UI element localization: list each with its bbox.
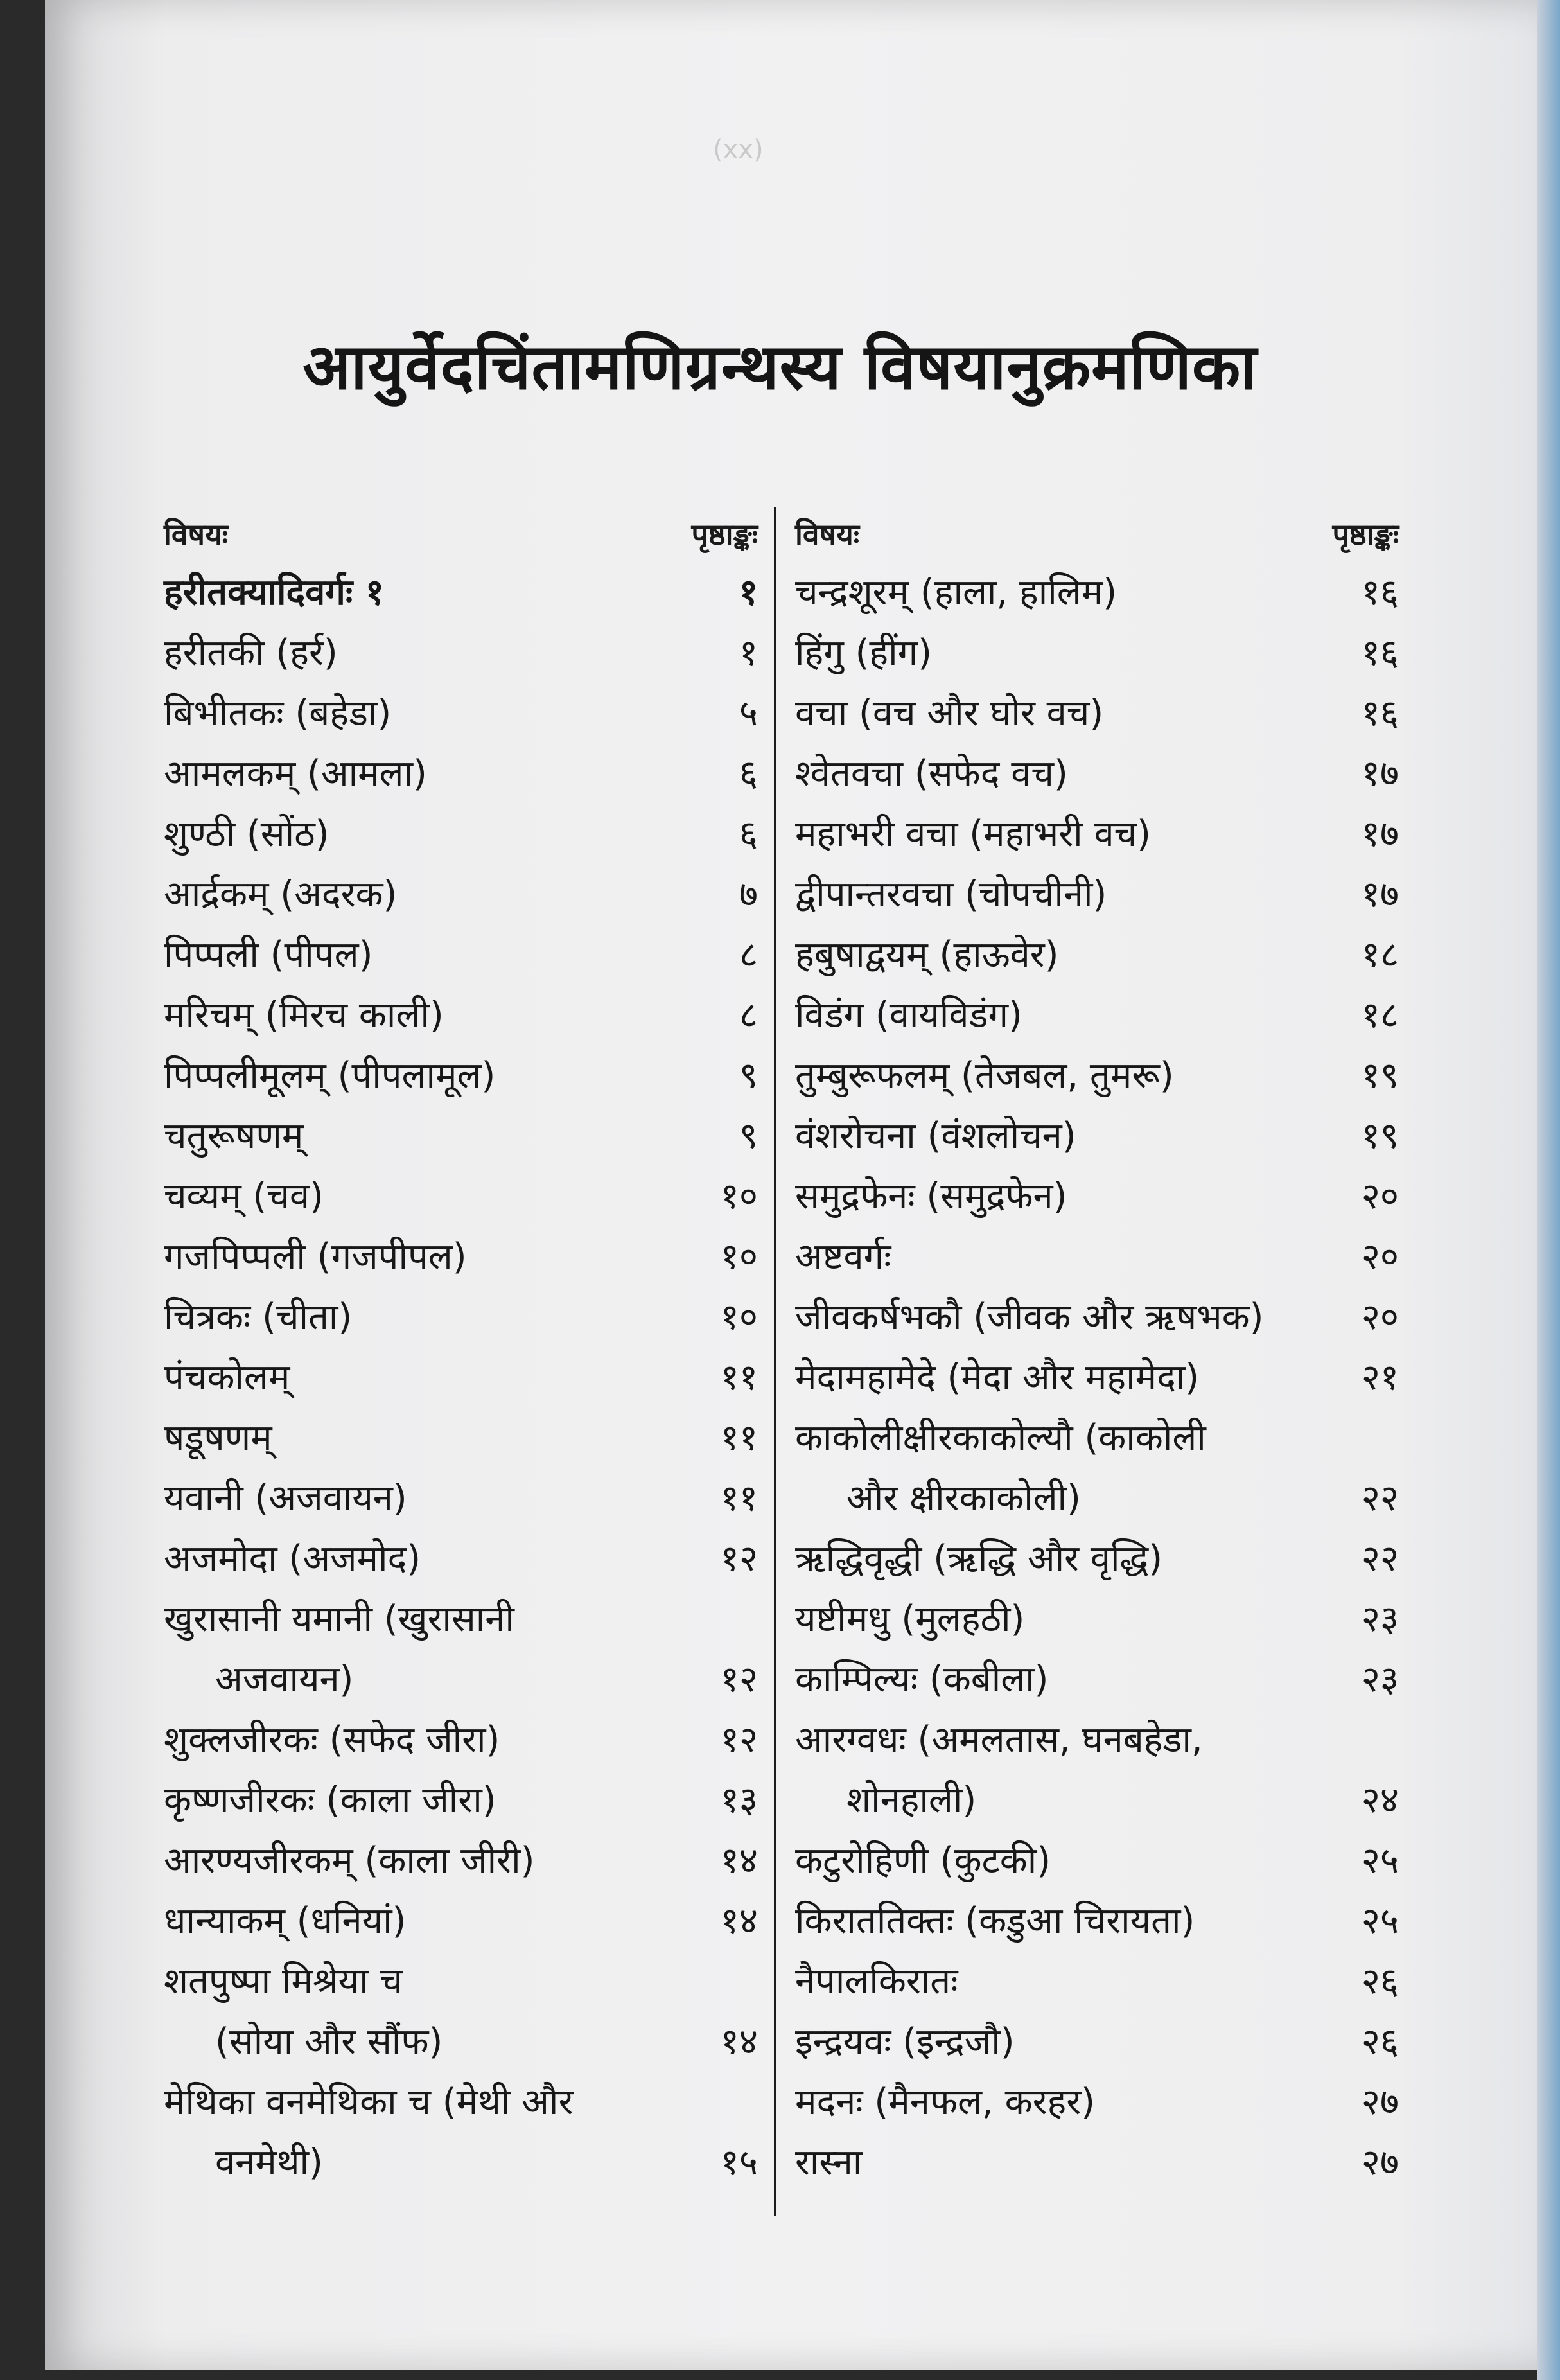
entry-title [164,1952,687,2072]
entry-title [795,1287,1328,1348]
entry-page-number: २५ [1361,1900,1399,1942]
entry-page-number: १२ [720,1719,758,1761]
entry-title-line: पिप्पली (पीपल) [164,934,373,976]
page-header: पृष्ठाङ्कः [1332,517,1399,552]
entry-title-line: रास्ना [795,2142,863,2183]
entry-title [795,683,1328,744]
entry-title [795,2133,1328,2193]
index-entry [164,1227,758,1287]
entry-title [795,1891,1328,1952]
entry-title-continuation: और क्षीरकाकोली) [846,1477,1081,1519]
entry-title-continuation: अजवायन) [215,1659,354,1700]
entry-title [795,1589,1328,1650]
entry-page-number: १० [720,1296,758,1338]
entry-title [164,1046,687,1106]
index-entry [164,563,758,623]
index-entry [795,1227,1399,1287]
entry-title-continuation: (सोया और सौंफ) [215,2021,443,2063]
entry-title-line: यष्टीमधु (मुलहठी) [795,1598,1025,1640]
index-entry [164,1167,758,1227]
entry-title-line: विडंग (वायविडंग) [795,994,1022,1036]
entry-page-number: १२ [720,1538,758,1580]
entry-page-number: ९ [739,1115,758,1157]
entry-page-number: २३ [1361,1659,1399,1700]
entry-page-number: १५ [720,2142,758,2183]
entry-title-line: हिंगु (हींग) [795,632,933,674]
entry-page-number: २६ [1361,2021,1399,2063]
index-entry [164,804,758,865]
entry-page-number: १४ [720,1840,758,1882]
entry-title [164,1348,687,1408]
index-entry [795,1650,1399,1710]
index-entry [164,623,758,683]
index-entry [795,2012,1399,2072]
subject-header: विषयः [795,517,860,552]
index-entry [795,563,1399,623]
entry-title [795,2012,1328,2072]
entry-title [795,804,1328,865]
entry-title [164,1891,687,1952]
entry-title-line: आर्द्रकम् (अदरक) [164,874,398,915]
entry-page-number: २२ [1361,1538,1399,1580]
index-entry [795,2072,1399,2133]
entry-page-number: २० [1361,1296,1399,1338]
index-entry [164,683,758,744]
index-entry [164,1287,758,1348]
entry-title-line: काकोलीक्षीरकाकोल्यौ (काकोली [795,1417,1206,1459]
entry-title-line: आरण्यजीरकम् (काला जीरी) [164,1840,535,1882]
entry-title-line: खुरासानी यमानी (खुरासानी [164,1598,514,1640]
entry-title-line: शुण्ठी (सोंठ) [164,813,329,855]
entry-title-line: वंशरोचना (वंशलोचन) [795,1115,1076,1157]
index-entry [795,1348,1399,1408]
entry-page-number: १८ [1361,934,1399,976]
entry-title-line: तुम्बुरूफलम् (तेजबल, तुमरू) [795,1055,1174,1097]
entry-page-number: ६ [739,813,758,855]
index-entry [795,985,1399,1046]
entry-title-line: पंचकोलम् [164,1357,290,1398]
entry-page-number: १८ [1361,994,1399,1036]
entry-title [164,1227,687,1287]
entry-title-line: बिभीतकः (बहेडा) [164,692,392,734]
entry-page-number: १ [739,632,758,674]
entry-title-line: शुक्लजीरकः (सफेद जीरा) [164,1719,500,1761]
entry-title [795,925,1328,985]
index-entry [795,1952,1399,2012]
entry-page-number: २६ [1361,1961,1399,2002]
entry-title [164,683,687,744]
entry-title-line: चतुरूषणम् [164,1115,304,1157]
subject-header: विषयः [164,517,229,552]
entry-title [164,985,687,1046]
entry-page-number: १७ [1361,813,1399,855]
entry-page-number: १९ [1361,1115,1399,1157]
entry-title-line: आमलकम् (आमला) [164,753,427,795]
entry-title [164,744,687,804]
index-entry [795,804,1399,865]
index-entry [164,1468,758,1529]
entry-page-number: २० [1361,1236,1399,1278]
entry-title [795,1046,1328,1106]
entry-title [164,1106,687,1167]
entry-title-line: हरीतक्यादिवर्गः १ [164,572,384,613]
index-list-left [164,563,758,2193]
entry-title-continuation: शोनहाली) [846,1779,977,1821]
entry-title-line: मरिचम् (मिरच काली) [164,994,444,1036]
index-entry [164,1106,758,1167]
index-entry [795,1167,1399,1227]
page-header: पृष्ठाङ्कः [691,517,758,552]
entry-title-line: श्वेतवचा (सफेद वच) [795,753,1068,795]
entry-page-number: १३ [720,1779,758,1821]
index-entry [164,1046,758,1106]
entry-title [164,1408,687,1468]
entry-page-number: १६ [1361,572,1399,613]
index-entry [795,1106,1399,1167]
index-entry [795,623,1399,683]
entry-page-number: २७ [1361,2142,1399,2183]
entry-page-number: १७ [1361,753,1399,795]
entry-title [164,865,687,925]
entry-title-line: धान्याकम् (धनियां) [164,1900,407,1942]
entry-title [795,1650,1328,1710]
entry-title [164,925,687,985]
entry-page-number: २४ [1361,1779,1399,1821]
entry-title-line: मेथिका वनमेथिका च (मेथी और [164,2081,574,2123]
entry-title [795,1106,1328,1167]
entry-page-number: ९ [739,1055,758,1097]
entry-title [795,1831,1328,1891]
entry-title [795,1529,1328,1589]
entry-title-line: नैपालकिरातः [795,1961,958,2002]
entry-title [164,563,687,623]
index-entry [164,1348,758,1408]
entry-title-line: काम्पिल्यः (कबीला) [795,1659,1049,1700]
index-entry [795,1408,1399,1529]
index-entry [795,1287,1399,1348]
index-entry [795,925,1399,985]
entry-title-line: ऋद्धिवृद्धी (ऋद्धि और वृद्धि) [795,1538,1163,1580]
entry-page-number: २३ [1361,1598,1399,1640]
entry-page-number: १६ [1361,632,1399,674]
entry-page-number: १२ [720,1659,758,1700]
entry-title-line: गजपिप्पली (गजपीपल) [164,1236,467,1278]
index-entry [164,1408,758,1468]
entry-page-number: १६ [1361,692,1399,734]
index-entry [164,1891,758,1952]
entry-page-number: २० [1361,1176,1399,1217]
entry-title-line: कृष्णजीरकः (काला जीरा) [164,1779,496,1821]
entry-title [795,865,1328,925]
entry-title-line: किराततिक्तः (कडुआ चिरायता) [795,1900,1195,1942]
entry-title-line: मेदामहामेदे (मेदा और महामेदा) [795,1357,1200,1398]
entry-title [795,2072,1328,2133]
entry-title-line: मदनः (मैनफल, करहर) [795,2081,1095,2123]
entry-title [795,985,1328,1046]
entry-title-line: अजमोदा (अजमोद) [164,1538,421,1580]
entry-page-number: १ [739,572,758,613]
entry-title [164,1831,687,1891]
entry-page-number: २७ [1361,2081,1399,2123]
column-header [795,514,1399,559]
entry-page-number: ११ [720,1477,758,1519]
entry-page-number: १४ [720,1900,758,1942]
entry-page-number: ८ [739,994,758,1036]
entry-title [795,1348,1328,1408]
index-entry [795,2133,1399,2193]
index-entry [795,1710,1399,1831]
entry-title [795,1167,1328,1227]
page-marker: (xx) [713,135,764,164]
entry-title [164,1468,687,1529]
index-entry [164,925,758,985]
entry-title-line: द्वीपान्तरवचा (चोपचीनी) [795,874,1107,915]
entry-title [795,623,1328,683]
entry-title-line: षडूषणम् [164,1417,272,1459]
entry-title [795,1710,1328,1831]
index-entry [795,865,1399,925]
entry-title [164,1167,687,1227]
entry-title-line: महाभरी वचा (महाभरी वच) [795,813,1152,855]
entry-title-line: आरग्वधः (अमलतास, घनबहेडा, [795,1719,1203,1761]
entry-title-line: इन्द्रयवः (इन्द्रजौ) [795,2021,1015,2063]
entry-title [164,804,687,865]
entry-title-line: कटुरोहिणी (कुटकी) [795,1840,1051,1882]
entry-page-number: ५ [739,692,758,734]
index-entry [164,1831,758,1891]
entry-title [164,1589,687,1710]
entry-title [795,1952,1328,2012]
index-entry [795,1529,1399,1589]
index-entry [164,865,758,925]
entry-title-line: हबुषाद्वयम् (हाऊवेर) [795,934,1059,976]
entry-title [795,1227,1328,1287]
entry-title-line: अष्टवर्गः [795,1236,891,1278]
column-header [164,514,758,559]
index-entry [795,683,1399,744]
index-entry [164,1952,758,2072]
entry-title [795,563,1328,623]
index-entry [795,1891,1399,1952]
index-entry [164,985,758,1046]
entry-page-number: ११ [720,1357,758,1398]
entry-page-number: १९ [1361,1055,1399,1097]
column-divider [774,507,776,2216]
entry-title-line: चव्यम् (चव) [164,1176,324,1217]
entry-title [795,744,1328,804]
entry-page-number: २२ [1361,1477,1399,1519]
index-list-right [795,563,1399,2193]
entry-title [164,1287,687,1348]
index-entry [164,1770,758,1831]
index-entry [795,1831,1399,1891]
entry-title [164,2072,687,2193]
index-entry [164,744,758,804]
entry-page-number: २५ [1361,1840,1399,1882]
index-entry [795,1046,1399,1106]
entry-title-line: समुद्रफेनः (समुद्रफेन) [795,1176,1067,1217]
entry-title [164,1710,687,1770]
entry-page-number: ६ [739,753,758,795]
index-column-left [164,514,758,2193]
entry-page-number: १० [720,1176,758,1217]
entry-page-number: १४ [720,2021,758,2063]
entry-page-number: १७ [1361,874,1399,915]
index-entry [795,1589,1399,1650]
index-entry [164,2072,758,2193]
entry-title-line: यवानी (अजवायन) [164,1477,407,1519]
entry-title-line: वचा (वच और घोर वच) [795,692,1104,734]
entry-page-number: ११ [720,1417,758,1459]
entry-title [164,1770,687,1831]
entry-page-number: १० [720,1236,758,1278]
entry-page-number: ८ [739,934,758,976]
entry-page-number: ७ [739,874,758,915]
entry-page-number: २१ [1361,1357,1399,1398]
entry-title-line: चन्द्रशूरम् (हाला, हालिम) [795,572,1117,613]
entry-title [164,1529,687,1589]
entry-title-line: हरीतकी (हर्र) [164,632,338,674]
index-entry [164,1589,758,1710]
index-entry [164,1710,758,1770]
entry-title [795,1408,1328,1529]
page-title: आयुर्वेदचिंतामणिग्रन्थस्य विषयानुक्रमणिका [302,331,1258,404]
entry-title-line: पिप्पलीमूलम् (पीपलामूल) [164,1055,496,1097]
index-column-right [795,514,1399,2193]
entry-title-continuation: वनमेथी) [215,2142,323,2183]
entry-title-line: चित्रकः (चीता) [164,1296,353,1338]
entry-title-line: जीवकर्षभकौ (जीवक और ऋषभक) [795,1296,1264,1338]
entry-title [164,623,687,683]
entry-title-line: शतपुष्पा मिश्रेया च [164,1961,403,2002]
index-entry [164,1529,758,1589]
index-entry [795,744,1399,804]
